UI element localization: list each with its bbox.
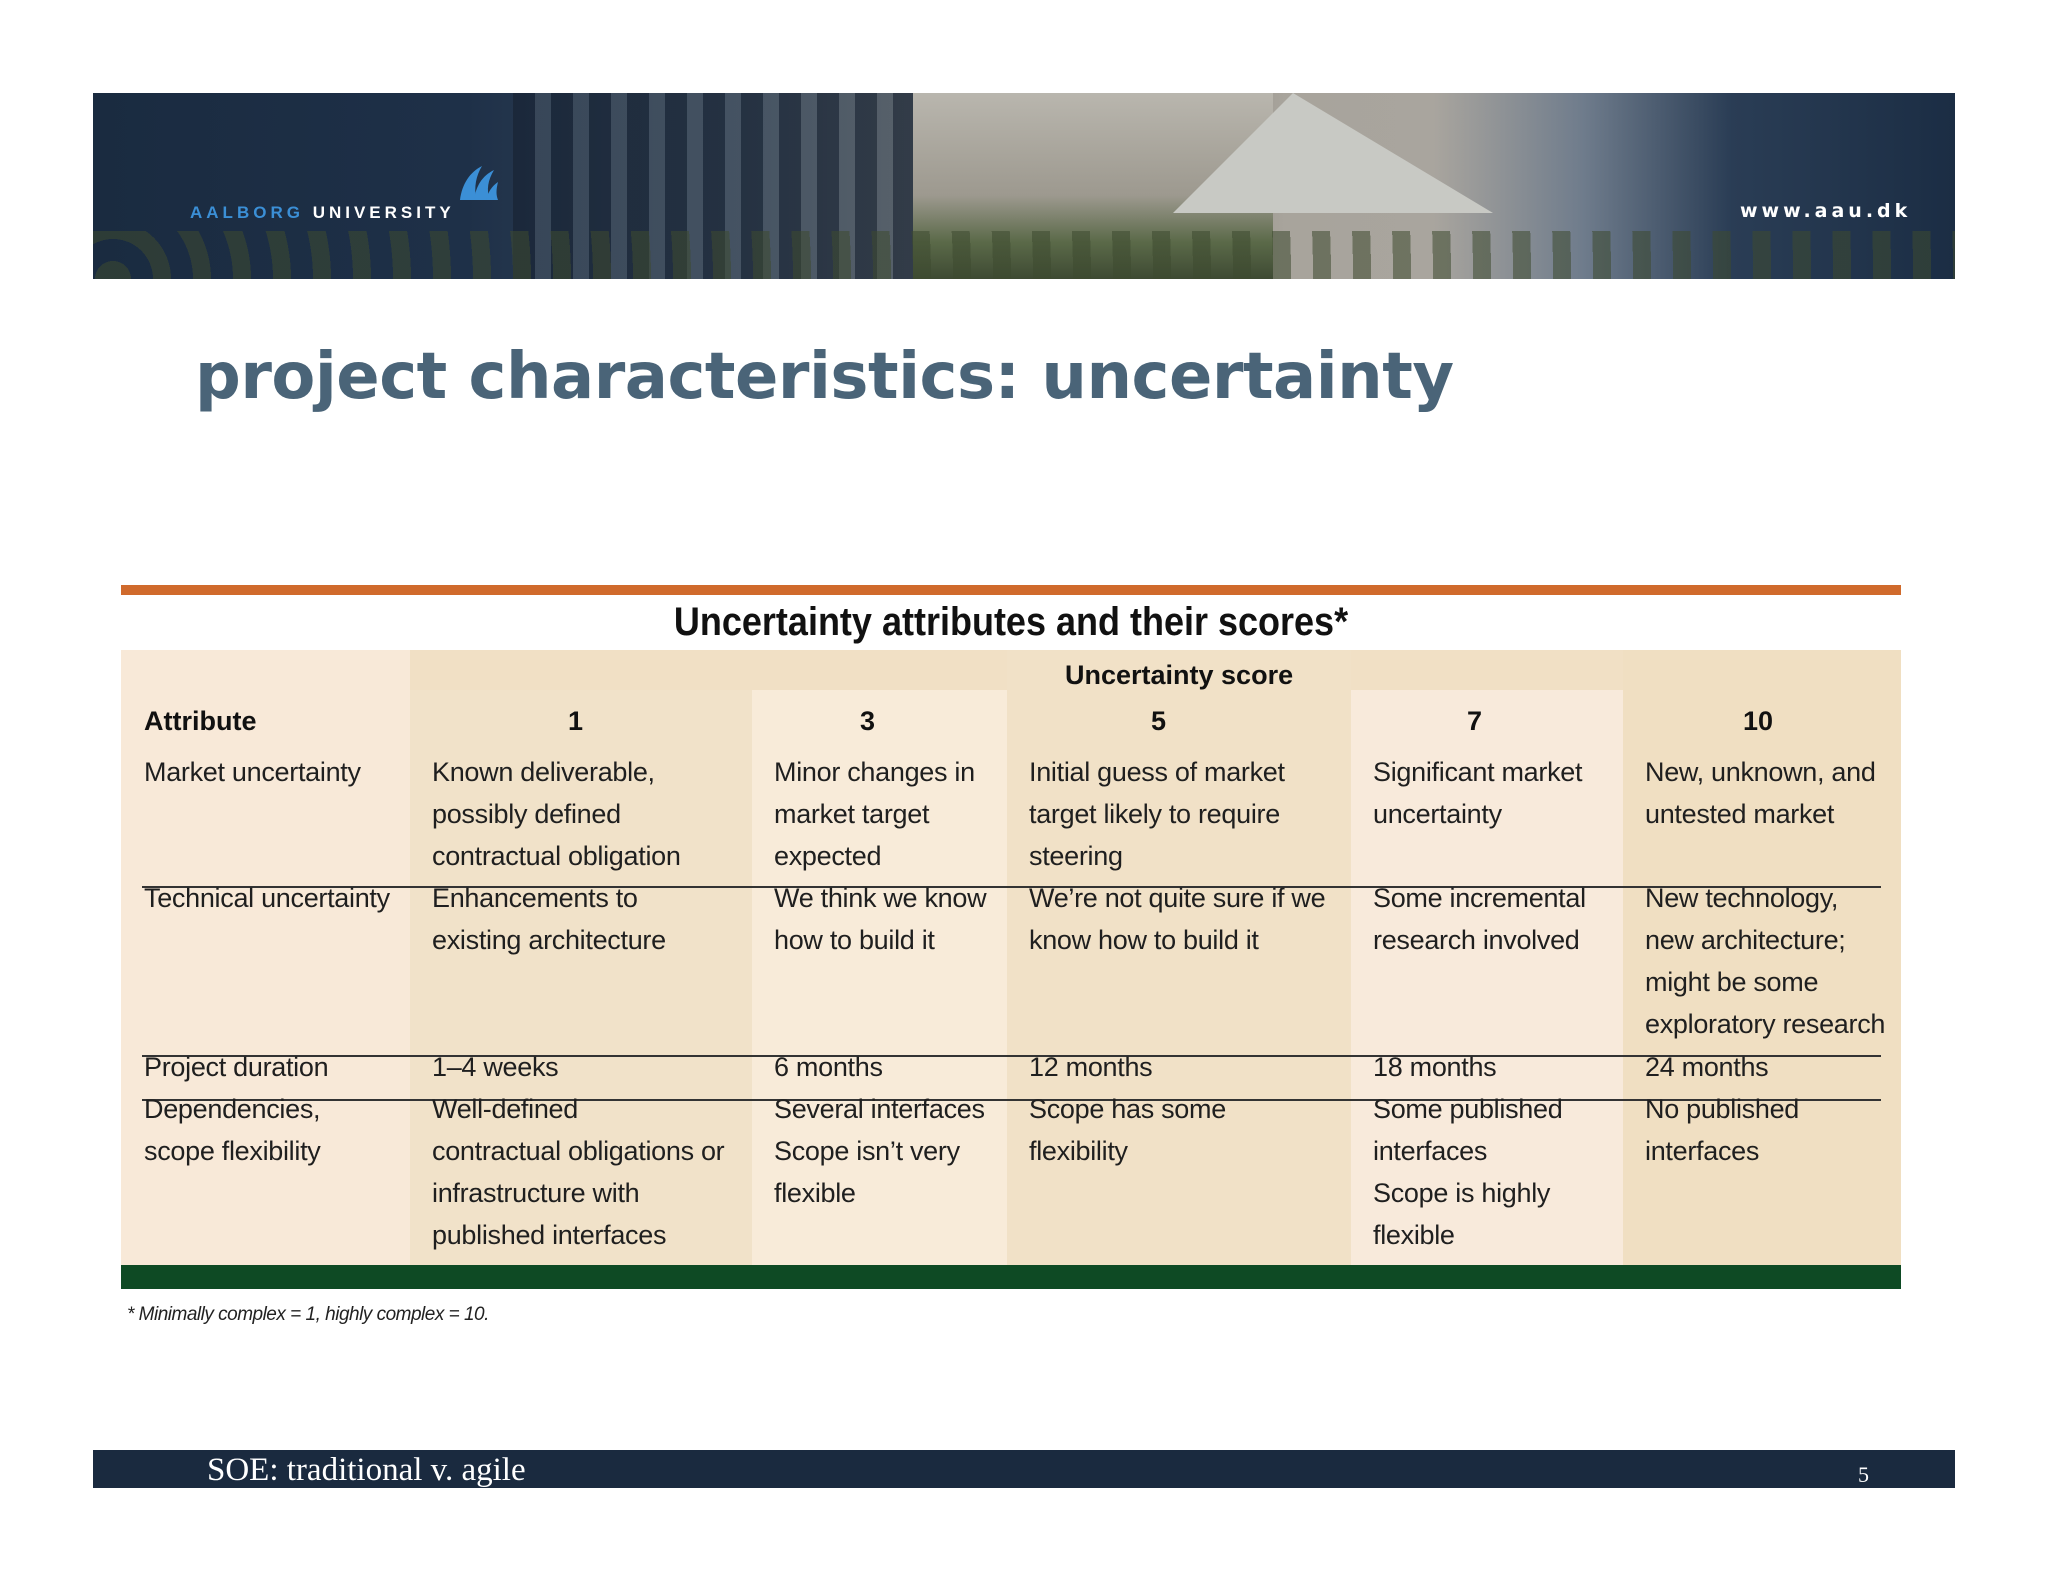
uncertainty-table bbox=[121, 650, 1901, 1265]
banner-glass-roof bbox=[1173, 93, 1493, 213]
table-cell: Initial guess of market target likely to require steering bbox=[1029, 757, 1285, 871]
table-cell: New, unknown, and untested market bbox=[1645, 757, 1876, 829]
score-header-7: 7 bbox=[1467, 706, 1483, 736]
table-cell: Enhancements to existing architecture bbox=[432, 883, 666, 955]
row-divider bbox=[142, 1055, 1881, 1057]
table-cell: Known deliverable, possibly defined contractual obligation bbox=[432, 757, 681, 871]
row-attribute-technical: Technical uncertainty bbox=[144, 883, 390, 913]
table-cell: 1–4 weeks bbox=[432, 1052, 559, 1082]
score-header-3: 3 bbox=[860, 706, 876, 736]
header-band-7 bbox=[1351, 650, 1623, 690]
uncertainty-score-label: Uncertainty score bbox=[1065, 660, 1294, 690]
score-header-10: 10 bbox=[1743, 706, 1774, 736]
university-logo-text: AALBORG UNIVERSITY bbox=[190, 203, 455, 222]
banner-trees bbox=[93, 231, 1955, 279]
header-url: www.aau.dk bbox=[1740, 200, 1912, 222]
figure-title: Uncertainty attributes and their scores* bbox=[210, 595, 1812, 650]
score-header-5: 5 bbox=[1151, 706, 1167, 736]
figure-bottom-accent-bar bbox=[121, 1265, 1901, 1289]
table-cell: Several interfaces Scope isn’t very flexible bbox=[774, 1094, 985, 1208]
table-cell: 12 months bbox=[1029, 1052, 1153, 1082]
figure-top-accent-bar bbox=[121, 585, 1901, 595]
table-cell: Some incremental research involved bbox=[1373, 883, 1586, 955]
table-cell: Well-defined contractual obligations or infrastructure with published interfaces bbox=[432, 1094, 725, 1250]
table-cell: We think we know how to build it bbox=[774, 883, 987, 955]
table-cell: 24 months bbox=[1645, 1052, 1769, 1082]
table-cell: Minor changes in market target expected bbox=[774, 757, 975, 871]
table-cell: Scope has some flexibility bbox=[1029, 1094, 1226, 1166]
header-band-3 bbox=[752, 650, 1007, 690]
table-column-attribute bbox=[121, 650, 410, 1265]
page-number: 5 bbox=[1858, 1462, 1869, 1487]
table-cell: No published interfaces bbox=[1645, 1094, 1800, 1166]
attribute-header: Attribute bbox=[144, 706, 257, 736]
row-divider bbox=[142, 886, 1881, 888]
table-cell: 18 months bbox=[1373, 1052, 1497, 1082]
row-attribute-dependencies: Dependencies, scope flexibility bbox=[144, 1094, 321, 1166]
page-title: project characteristics: uncertainty bbox=[195, 340, 1454, 414]
figure-footnote: * Minimally complex = 1, highly complex = 10. bbox=[127, 1304, 489, 1325]
header-band-1 bbox=[410, 650, 752, 690]
footer-course-title: SOE: traditional v. agile bbox=[207, 1452, 526, 1488]
university-logo-icon bbox=[456, 164, 500, 202]
row-divider bbox=[142, 1099, 1881, 1101]
table-cell: Significant market uncertainty bbox=[1373, 757, 1583, 829]
table-cell: New technology, new architecture; might be some exploratory research bbox=[1645, 883, 1886, 1039]
table-cell: 6 months bbox=[774, 1052, 883, 1082]
table-cell: Some published interfaces Scope is highly flexible bbox=[1373, 1094, 1563, 1250]
table-cell: We’re not quite sure if we know how to build it bbox=[1029, 883, 1326, 955]
score-header-1: 1 bbox=[568, 706, 584, 736]
header-banner bbox=[93, 93, 1955, 279]
row-attribute-duration: Project duration bbox=[144, 1052, 329, 1082]
uncertainty-table-figure bbox=[121, 585, 1901, 1289]
row-attribute-market: Market uncertainty bbox=[144, 757, 361, 787]
